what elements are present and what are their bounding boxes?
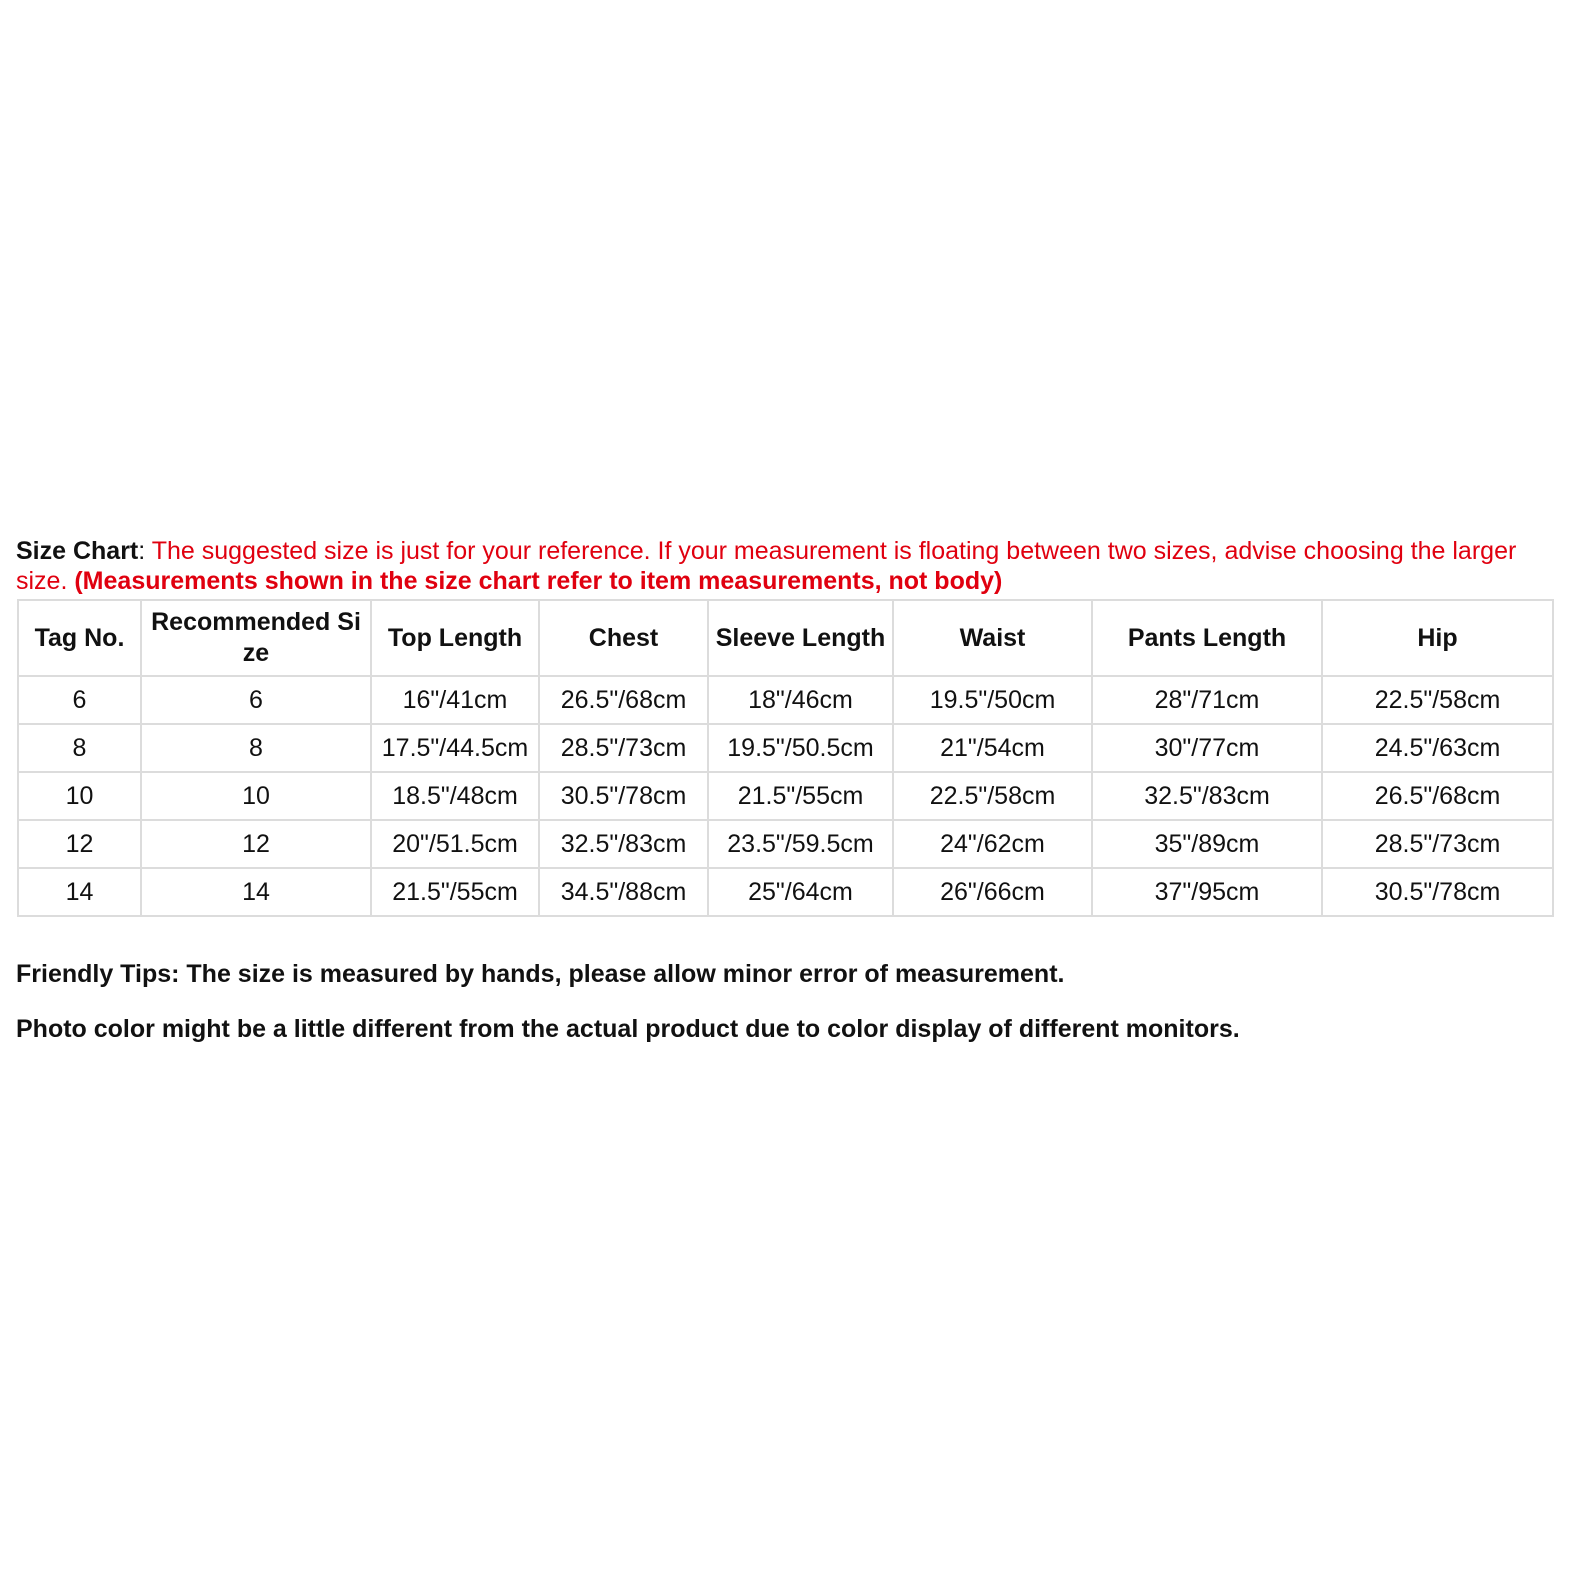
cell-top-length: 17.5"/44.5cm xyxy=(371,724,539,772)
header-sleeve-length: Sleeve Length xyxy=(708,600,893,676)
header-chest: Chest xyxy=(539,600,708,676)
table-row xyxy=(18,676,1553,724)
cell-recommended-size: 12 xyxy=(141,820,371,868)
size-table xyxy=(17,599,1554,917)
cell-hip: 26.5"/68cm xyxy=(1322,772,1553,820)
cell-waist: 19.5"/50cm xyxy=(893,676,1092,724)
header-hip: Hip xyxy=(1322,600,1553,676)
cell-hip: 24.5"/63cm xyxy=(1322,724,1553,772)
cell-chest: 26.5"/68cm xyxy=(539,676,708,724)
cell-sleeve-length: 23.5"/59.5cm xyxy=(708,820,893,868)
cell-recommended-size: 10 xyxy=(141,772,371,820)
cell-sleeve-length: 25"/64cm xyxy=(708,868,893,916)
header-tag-no: Tag No. xyxy=(18,600,141,676)
size-chart-intro xyxy=(16,536,1561,596)
table-row xyxy=(18,724,1553,772)
cell-hip: 30.5"/78cm xyxy=(1322,868,1553,916)
cell-tag-no: 6 xyxy=(18,676,141,724)
friendly-tips: Friendly Tips: The size is measured by hands, please allow minor error of measurement. xyxy=(16,960,1065,988)
cell-pants-length: 37"/95cm xyxy=(1092,868,1322,916)
size-chart-colon: : xyxy=(138,537,152,565)
size-chart-label: Size Chart xyxy=(16,537,139,565)
header-recommended-size: Recommended Size xyxy=(141,600,371,676)
header-waist: Waist xyxy=(893,600,1092,676)
cell-waist: 21"/54cm xyxy=(893,724,1092,772)
cell-waist: 26"/66cm xyxy=(893,868,1092,916)
cell-pants-length: 30"/77cm xyxy=(1092,724,1322,772)
cell-top-length: 21.5"/55cm xyxy=(371,868,539,916)
cell-recommended-size: 14 xyxy=(141,868,371,916)
cell-chest: 34.5"/88cm xyxy=(539,868,708,916)
cell-top-length: 16"/41cm xyxy=(371,676,539,724)
measurement-note: (Measurements shown in the size chart refer to item measurements, not body) xyxy=(74,567,1003,595)
table-header-row xyxy=(18,600,1553,676)
cell-hip: 28.5"/73cm xyxy=(1322,820,1553,868)
cell-waist: 22.5"/58cm xyxy=(893,772,1092,820)
cell-waist: 24"/62cm xyxy=(893,820,1092,868)
cell-top-length: 20"/51.5cm xyxy=(371,820,539,868)
size-reference-note: The suggested size is just for your reference. If your measurement is floating between two sizes, advise choosing the larger size. xyxy=(16,537,1517,595)
cell-chest: 28.5"/73cm xyxy=(539,724,708,772)
table-row xyxy=(18,772,1553,820)
table-row xyxy=(18,868,1553,916)
cell-hip: 22.5"/58cm xyxy=(1322,676,1553,724)
table-row xyxy=(18,820,1553,868)
cell-chest: 30.5"/78cm xyxy=(539,772,708,820)
cell-tag-no: 12 xyxy=(18,820,141,868)
cell-recommended-size: 8 xyxy=(141,724,371,772)
cell-pants-length: 28"/71cm xyxy=(1092,676,1322,724)
cell-tag-no: 10 xyxy=(18,772,141,820)
cell-sleeve-length: 19.5"/50.5cm xyxy=(708,724,893,772)
cell-tag-no: 8 xyxy=(18,724,141,772)
header-top-length: Top Length xyxy=(371,600,539,676)
cell-sleeve-length: 18"/46cm xyxy=(708,676,893,724)
cell-tag-no: 14 xyxy=(18,868,141,916)
photo-color-note: Photo color might be a little different from the actual product due to color display of different monitors. xyxy=(16,1015,1240,1043)
cell-top-length: 18.5"/48cm xyxy=(371,772,539,820)
cell-pants-length: 32.5"/83cm xyxy=(1092,772,1322,820)
cell-chest: 32.5"/83cm xyxy=(539,820,708,868)
cell-pants-length: 35"/89cm xyxy=(1092,820,1322,868)
cell-recommended-size: 6 xyxy=(141,676,371,724)
header-pants-length: Pants Length xyxy=(1092,600,1322,676)
cell-sleeve-length: 21.5"/55cm xyxy=(708,772,893,820)
